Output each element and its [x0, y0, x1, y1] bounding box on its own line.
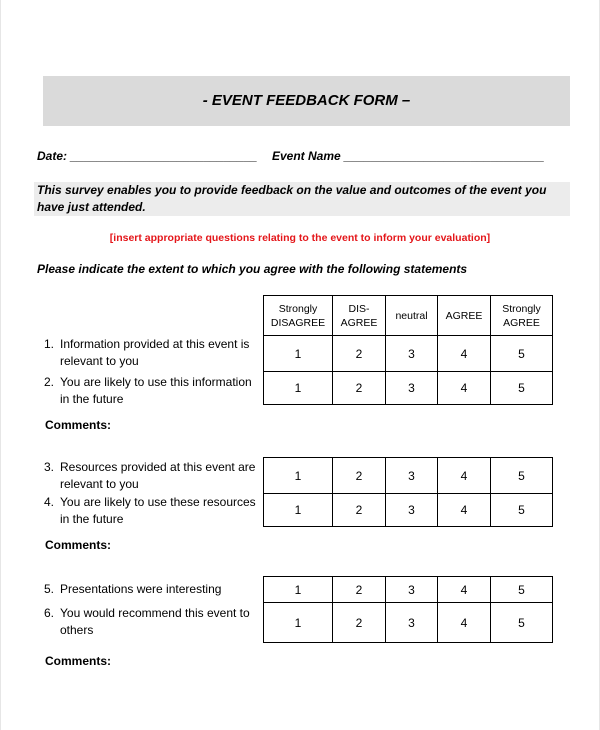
- rating-cell[interactable]: 4: [438, 458, 491, 494]
- rating-cell[interactable]: 4: [438, 336, 491, 372]
- rating-cell[interactable]: 5: [491, 372, 553, 405]
- header-agree: AGREE: [438, 296, 491, 336]
- rating-cell[interactable]: 2: [333, 577, 386, 603]
- rating-row-q2: [264, 372, 553, 405]
- comments-label-3: Comments:: [45, 654, 112, 668]
- rating-row-q6: [264, 603, 553, 643]
- comments-label-2: Comments:: [45, 538, 112, 552]
- rating-cell[interactable]: 1: [264, 336, 333, 372]
- event-name-field[interactable]: Event Name ______________________________: [272, 149, 545, 163]
- rating-table-2: [263, 457, 553, 527]
- header-strongly-disagree: Strongly DISAGREE: [264, 296, 333, 336]
- rating-cell[interactable]: 5: [491, 336, 553, 372]
- rating-table-1: [263, 335, 553, 405]
- instruction-note: [insert appropriate questions relating to the event to inform your evaluation]: [109, 232, 491, 244]
- rating-cell[interactable]: 2: [333, 336, 386, 372]
- scale-header-table: [263, 295, 553, 336]
- header-strongly-agree: Strongly AGREE: [491, 296, 553, 336]
- header-disagree: DIS- AGREE: [333, 296, 386, 336]
- rating-cell[interactable]: 3: [386, 577, 438, 603]
- prompt-text: Please indicate the extent to which you agree with the following statements: [37, 262, 468, 276]
- rating-cell[interactable]: 2: [333, 494, 386, 527]
- rating-cell[interactable]: 3: [386, 336, 438, 372]
- rating-cell[interactable]: 5: [491, 494, 553, 527]
- rating-row-q4: [264, 494, 553, 527]
- rating-cell[interactable]: 4: [438, 372, 491, 405]
- rating-cell[interactable]: 4: [438, 577, 491, 603]
- header-neutral: neutral: [386, 296, 438, 336]
- date-field[interactable]: Date: ____________________________: [37, 149, 258, 163]
- rating-cell[interactable]: 1: [264, 494, 333, 527]
- comments-label-1: Comments:: [45, 418, 112, 432]
- form-title: - EVENT FEEDBACK FORM –: [202, 92, 411, 109]
- rating-cell[interactable]: 2: [333, 372, 386, 405]
- page-edge-left: [0, 0, 1, 730]
- rating-cell[interactable]: 5: [491, 577, 553, 603]
- rating-cell[interactable]: 3: [386, 603, 438, 643]
- rating-cell[interactable]: 4: [438, 494, 491, 527]
- rating-cell[interactable]: 2: [333, 458, 386, 494]
- rating-row-q1: [264, 336, 553, 372]
- rating-table-3: [263, 576, 553, 643]
- rating-cell[interactable]: 1: [264, 577, 333, 603]
- rating-cell[interactable]: 1: [264, 603, 333, 643]
- rating-cell[interactable]: 1: [264, 372, 333, 405]
- rating-cell[interactable]: 3: [386, 372, 438, 405]
- title-band: [43, 76, 570, 126]
- rating-cell[interactable]: 3: [386, 458, 438, 494]
- rating-cell[interactable]: 2: [333, 603, 386, 643]
- rating-cell[interactable]: 3: [386, 494, 438, 527]
- rating-cell[interactable]: 5: [491, 603, 553, 643]
- intro-text: This survey enables you to provide feedback on the value and outcomes of the event you have just attended.: [37, 183, 547, 214]
- rating-row-q3: [264, 458, 553, 494]
- rating-cell[interactable]: 1: [264, 458, 333, 494]
- rating-row-q5: [264, 577, 553, 603]
- rating-cell[interactable]: 5: [491, 458, 553, 494]
- rating-cell[interactable]: 4: [438, 603, 491, 643]
